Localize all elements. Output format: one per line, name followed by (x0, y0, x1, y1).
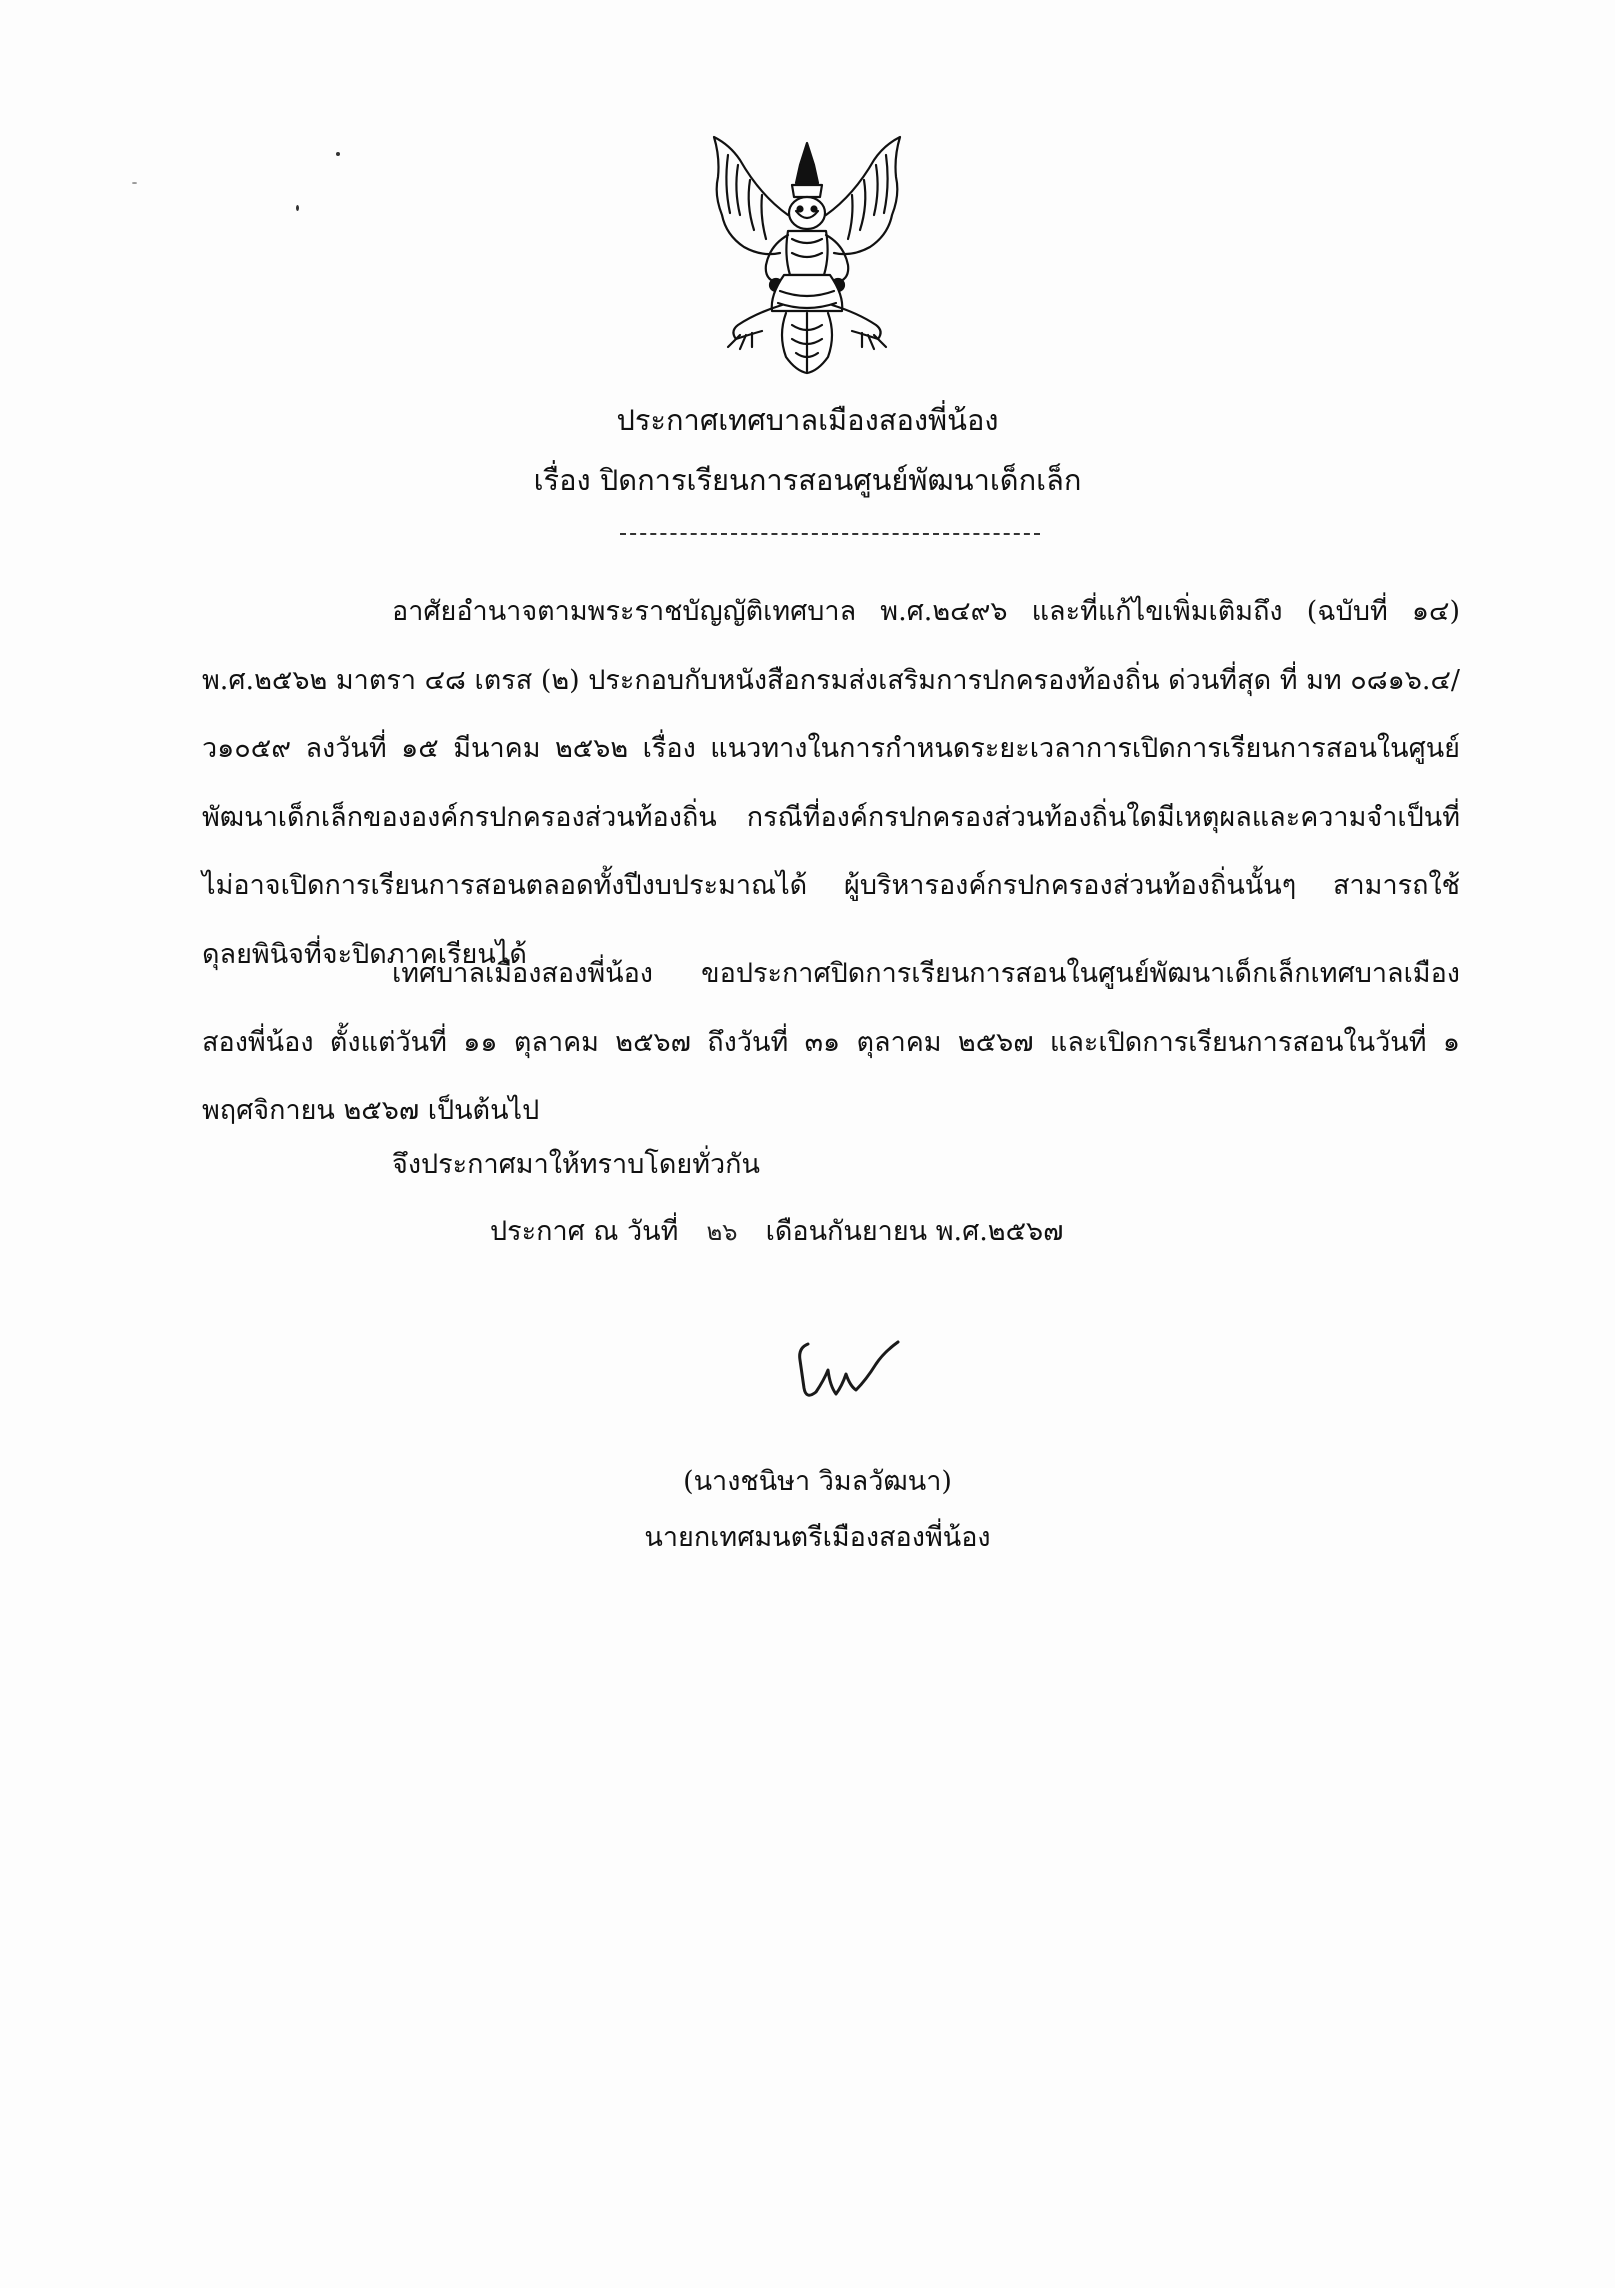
body-paragraph-authority: อาศัยอำนาจตามพระราชบัญญัติเทศบาล พ.ศ.๒๔๙๖ และที่แก้ไขเพิ่มเติมถึง (ฉบับที่ ๑๔) พ.ศ.๒๕๖๒ มาตรา ๔๘ เตรส (๒) ประกอบกับหนังสือกรมส่งเสริมการปกครองท้องถิ่น ด่วนที่สุด ที่ มท ๐๘๑๖.๔/ว๑๐๕๙ ลงวันที่ ๑๕ มีนาคม ๒๕๖๒ เรื่อง แนวทางในการกำหนดระยะเวลาการเปิดการเรียนการสอนในศูนย์พัฒนาเด็กเล็กขององค์กรปกครองส่วนท้องถิ่น กรณีที่องค์กรปกครองส่วนท้องถิ่นใดมีเหตุผลและความจำเป็นที่ไม่อาจเปิดการเรียนการสอนตลอดทั้งปีงบประมาณได้ ผู้บริหารองค์กรปกครองส่วนท้องถิ่นนั้นๆ สามารถใช้ดุลยพินิจที่จะปิดภาคเรียนได้ (202, 596, 1460, 970)
announcement-date (490, 1212, 1063, 1252)
date-prefix: ประกาศ ณ วันที่ (490, 1216, 679, 1247)
closing-statement: จึงประกาศมาให้ทราบโดยทั่วกัน (392, 1149, 760, 1180)
scan-speck (336, 152, 340, 156)
announcement-title: ประกาศเทศบาลเมืองสองพี่น้อง (616, 403, 999, 437)
body-paragraph-closure: เทศบาลเมืองสองพี่น้อง ขอประกาศปิดการเรียนการสอนในศูนย์พัฒนาเด็กเล็กเทศบาลเมืองสองพี่น้อง ตั้งแต่วันที่ ๑๑ ตุลาคม ๒๕๖๗ ถึงวันที่ ๓๑ ตุลาคม ๒๕๖๗ และเปิดการเรียนการสอนในวันที่ ๑ พฤศจิกายน ๒๕๖๗ เป็นต้นไป (202, 958, 1460, 1126)
signatory-position: นายกเทศมนตรีเมืองสองพี่น้อง (644, 1522, 991, 1553)
header-divider (620, 533, 1040, 535)
signatory-name: (นางชนิษา วิมลวัฒนา) (683, 1466, 952, 1497)
date-suffix: เดือนกันยายน พ.ศ.๒๕๖๗ (765, 1216, 1064, 1247)
scan-speck (296, 205, 299, 211)
announcement-subject: เรื่อง ปิดการเรียนการสอนศูนย์พัฒนาเด็กเล็ก (533, 463, 1082, 497)
handwritten-signature (780, 1330, 940, 1410)
scan-speck (132, 182, 137, 184)
garuda-emblem (700, 135, 915, 375)
date-day-handwritten: ๒๖ (706, 1218, 738, 1246)
